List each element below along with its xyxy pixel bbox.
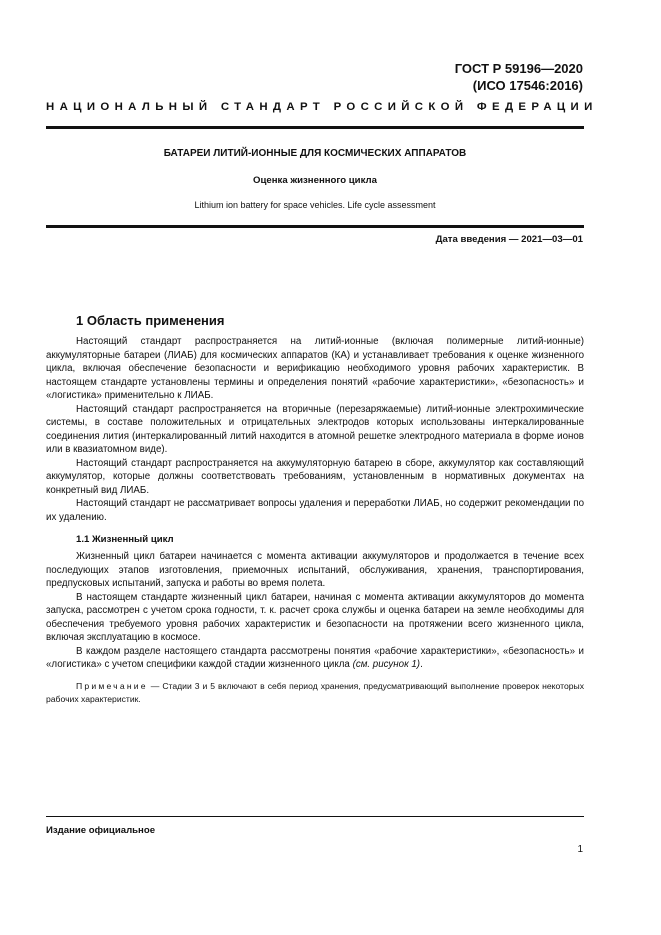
paragraph: Настоящий стандарт распространяется на литий-ионные (включая полимерные литий-ионные) аккумуляторные батареи (ЛИАБ) для космических аппаратов (КА) и устанавливает требования к оценке жизненного цикла, включая обеспечение безопасности и верификацию необходимого уровня рабочих характеристик. В настоящем стандарте установлены термины и определения понятий «рабочие характеристики», «безопасность» и «логистика» применительно к ЛИАБ. <box>46 336 584 401</box>
paragraph: Настоящий стандарт не рассматривает вопросы удаления и переработки ЛИАБ, но содержит рекомендации по их удалению. <box>46 498 584 523</box>
footer-rule <box>46 816 584 817</box>
title-bottom-rule <box>46 225 584 228</box>
page-number: 1 <box>577 844 583 855</box>
top-rule <box>46 126 584 129</box>
note-label: Примечание <box>76 681 148 691</box>
introduction-date: Дата введения — 2021—03—01 <box>435 234 583 245</box>
paragraph: В каждом разделе настоящего стандарта рассмотрены понятия «рабочие характеристики», «безопасность» и «логистика» с учетом специфики каждой стадии жизненного цикла (см. рисунок 1). <box>46 645 584 670</box>
section-1-1-body <box>46 550 584 672</box>
section-1-1-heading: 1.1 Жизненный цикл <box>76 534 174 545</box>
note-text: — Стадии 3 и 5 включают в себя период хранения, предусматривающий выполнение проверок некоторых рабочих характеристик. <box>46 681 584 704</box>
figure-reference: (см. рисунок 1) <box>352 659 421 670</box>
english-title: Lithium ion battery for space vehicles. Life cycle assessment <box>194 200 436 210</box>
subtitle: Оценка жизненного цикла <box>253 175 377 186</box>
paragraph: В настоящем стандарте жизненный цикл батареи, начиная с момента активации аккумуляторов до момента запуска, рассмотрен с учетом срока годности, т. к. расчет срока службы и оценка батареи на земле необходимы для обеспечения требуемого уровня рабочих характеристик и безопасности на протяжении всего жизненного цикла, включая эксплуатацию в космосе. <box>46 591 584 643</box>
official-edition: Издание официальное <box>46 825 156 836</box>
national-standard-banner: НАЦИОНАЛЬНЫЙ СТАНДАРТ РОССИЙСКОЙ ФЕДЕРАЦИИ <box>46 101 598 113</box>
paragraph: Настоящий стандарт распространяется на аккумуляторную батарею в сборе, аккумулятор как составляющий аккумулятор, которые должны соответствовать требованиям, установленным в нормативных документах на конкретный вид ЛИАБ. <box>46 457 584 496</box>
note <box>46 680 584 705</box>
main-title: БАТАРЕИ ЛИТИЙ-ИОННЫЕ ДЛЯ КОСМИЧЕСКИХ АППАРАТОВ <box>163 148 467 159</box>
paragraph: Настоящий стандарт распространяется на вторичные (перезаряжаемые) литий-ионные электрохимические системы, в составе положительных и отрицательных электродов которых использованы интеркалированные соединения лития (интеркалированный литий находится в атомной решетке электродного материала в форме ионов или в квазиатомном виде). <box>46 403 584 455</box>
section-1-body <box>46 335 584 524</box>
paragraph: Жизненный цикл батареи начинается с момента активации аккумуляторов и продолжается в течение всех последующих этапов изготовления, приемочных испытаний, обслуживания, хранения, транспортирования, предпусковых испытаний, запуска и работы во время полета. <box>46 551 584 589</box>
document-code <box>455 60 583 94</box>
gost-number: ГОСТ Р 59196—2020 <box>454 61 583 76</box>
section-1-heading: 1 Область применения <box>76 313 225 328</box>
iso-number: (ИСО 17546:2016) <box>472 78 583 93</box>
paragraph-text: В каждом разделе настоящего стандарта рассмотрены понятия «рабочие характеристики», «безопасность» и «логистика» с учетом специфики каждой стадии жизненного цикла <box>46 645 584 670</box>
